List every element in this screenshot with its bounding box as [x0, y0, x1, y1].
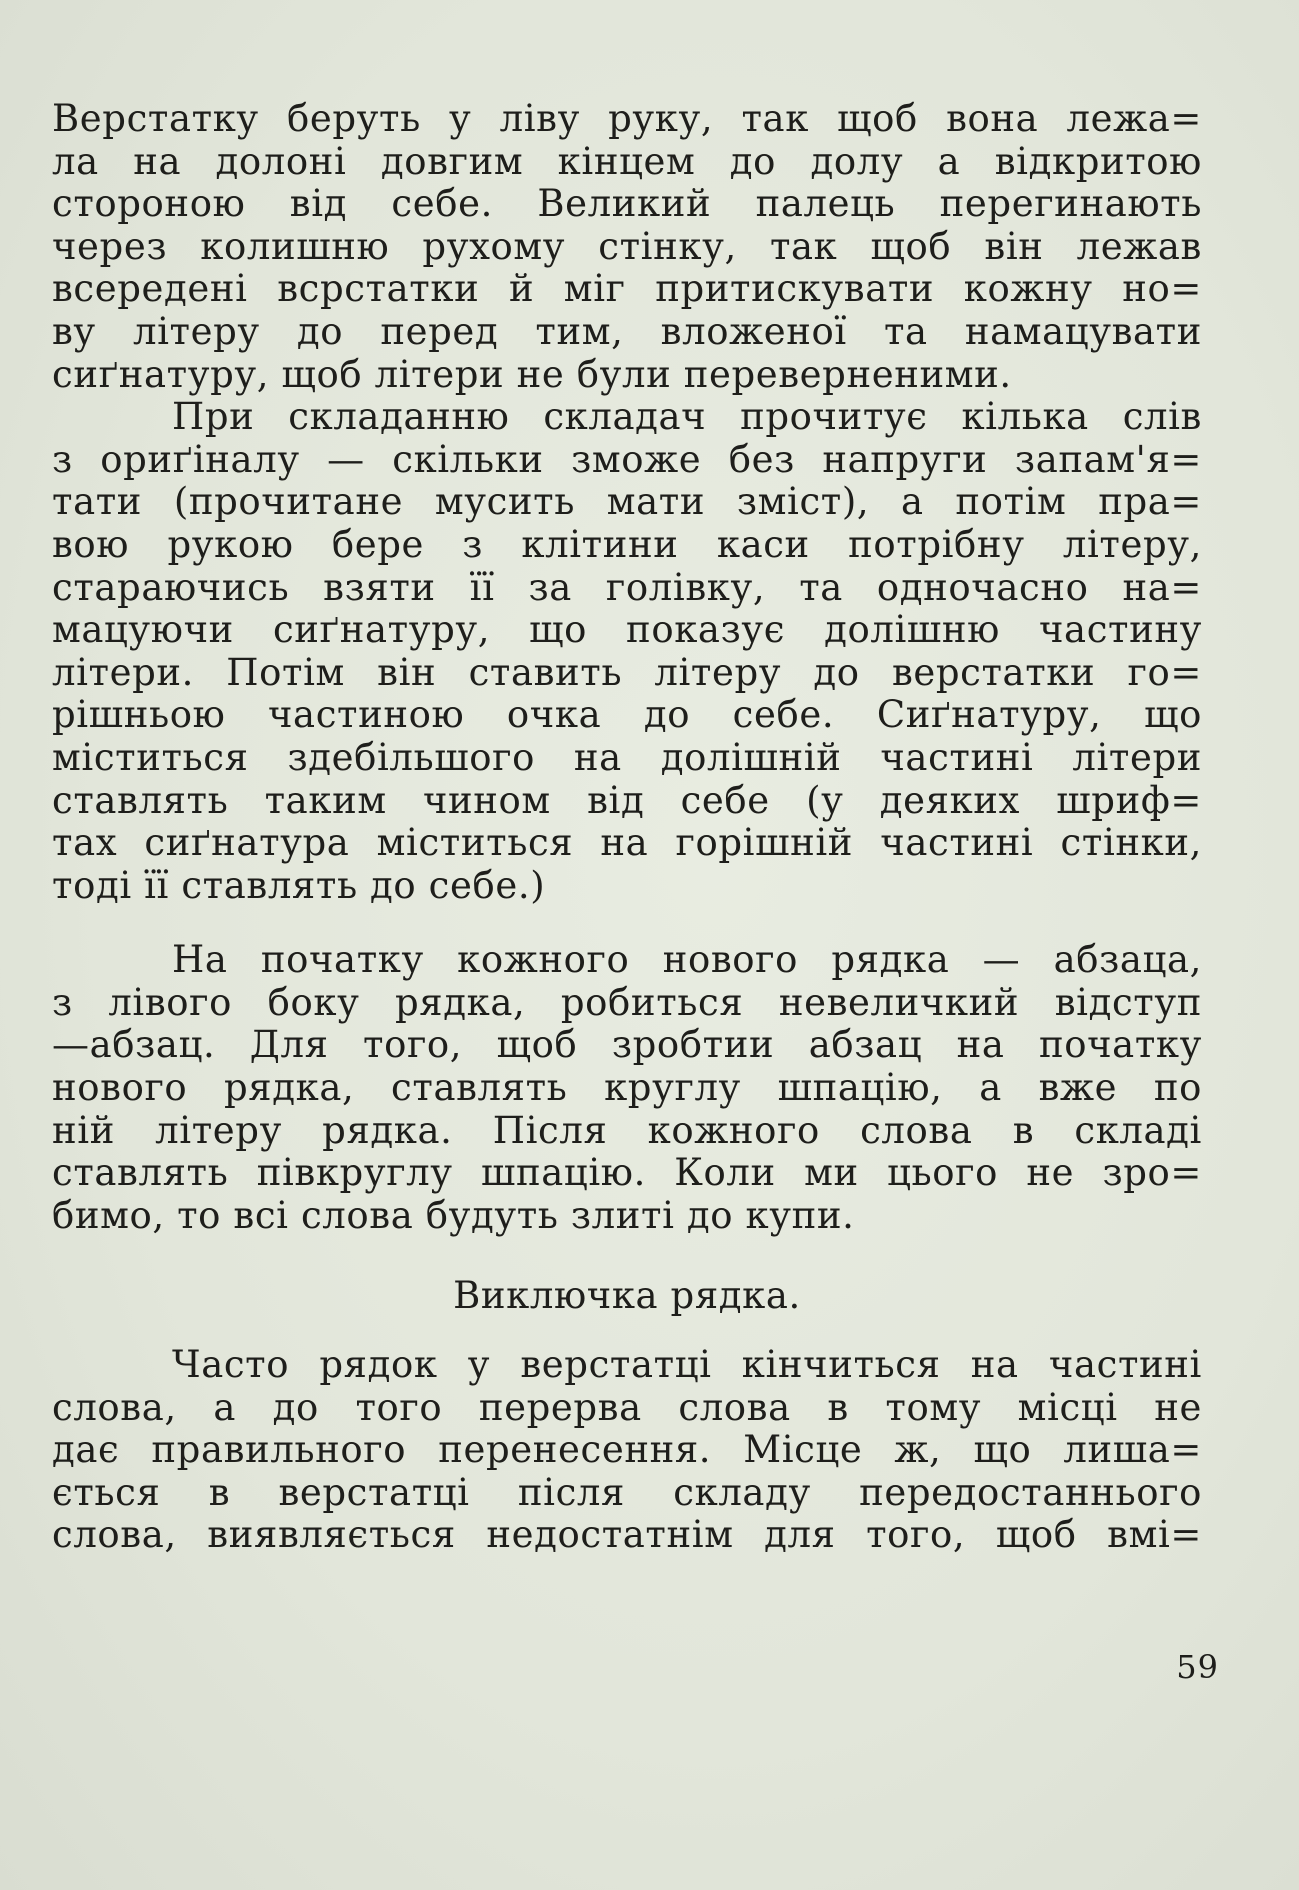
text-line: ву літеру до перед тим, вложеної та намацувати [52, 309, 1202, 353]
paragraph [52, 1344, 1202, 1557]
text-line: слова, а до того перерва слова в тому місці не [52, 1385, 1202, 1429]
text-line: мацуючи сиґнатуру, що показує долішню частину [52, 608, 1202, 652]
text-line: слова, виявляється недостатнім для того, щоб вмі= [52, 1513, 1202, 1557]
text-line: літери. Потім він ставить літеру до верстатки го= [52, 650, 1202, 694]
text-line: тах сиґнатура міститься на горішній частині стінки, [52, 821, 1202, 865]
text-line: —абзац. Для того, щоб зробтии абзац на початку [52, 1023, 1202, 1067]
text-line: нового рядка, ставлять круглу шпацію, а вже по [52, 1066, 1202, 1110]
body-text [52, 98, 1202, 1557]
text-line: рішньою частиною очка до себе. Сиґнатуру, що [52, 693, 1202, 737]
text-line: сиґнатуру, щоб літери не були переверненими. [52, 352, 1012, 396]
text-line: ній літеру рядка. Після кожного слова в складі [52, 1108, 1202, 1152]
text-line: На початку кожного нового рядка — абзаца, [172, 938, 1202, 982]
text-line: вою рукою бере з клітини каси потрібну літеру, [52, 522, 1202, 566]
text-line: стараючись взяти її за голівку, та одночасно на= [52, 565, 1202, 609]
text-line: ла на долоні довгим кінцем до долу а відкритою [52, 139, 1202, 183]
text-line: з лівого боку рядка, робиться невеличкий відступ [52, 980, 1202, 1024]
text-line: з ориґіналу — скільки зможе без напруги запам'я= [52, 437, 1202, 481]
text-line: міститься здебільшого на долішній частині літери [52, 735, 1202, 779]
text-line: Верстатку беруть у ліву руку, так щоб вона лежа= [52, 97, 1202, 140]
paragraph [52, 98, 1202, 396]
text-line: ставлять таким чином від себе (у деяких шриф= [52, 778, 1202, 822]
text-line: стороною від себе. Великий палець перегинають [52, 182, 1202, 226]
text-line: через колишню рухому стінку, так щоб він лежав [52, 224, 1202, 268]
text-line: дає правильного перенесення. Місце ж, що лиша= [52, 1428, 1202, 1472]
paragraph [52, 939, 1202, 1237]
text-line: При складанню складач прочитує кілька слів [172, 395, 1202, 439]
text-line: ставлять півкруглу шпацію. Коли ми цього не зро= [52, 1151, 1202, 1195]
section-heading: Виключка рядка. [453, 1274, 801, 1318]
paragraph [52, 396, 1202, 907]
text-line: ється в верстатці після складу передостаннього [52, 1470, 1202, 1514]
text-line: Часто рядок у верстатці кінчиться на частині [172, 1343, 1202, 1387]
page-number: 59 [1176, 1648, 1219, 1686]
text-line: тати (прочитане мусить мати зміст), а потім пра= [52, 480, 1202, 524]
text-line: всередені всрстатки й міг притискувати кожну но= [52, 267, 1202, 311]
text-line: тоді її ставлять до себе.) [52, 863, 546, 907]
text-line: бимо, то всі слова будуть злиті до купи. [52, 1193, 855, 1237]
